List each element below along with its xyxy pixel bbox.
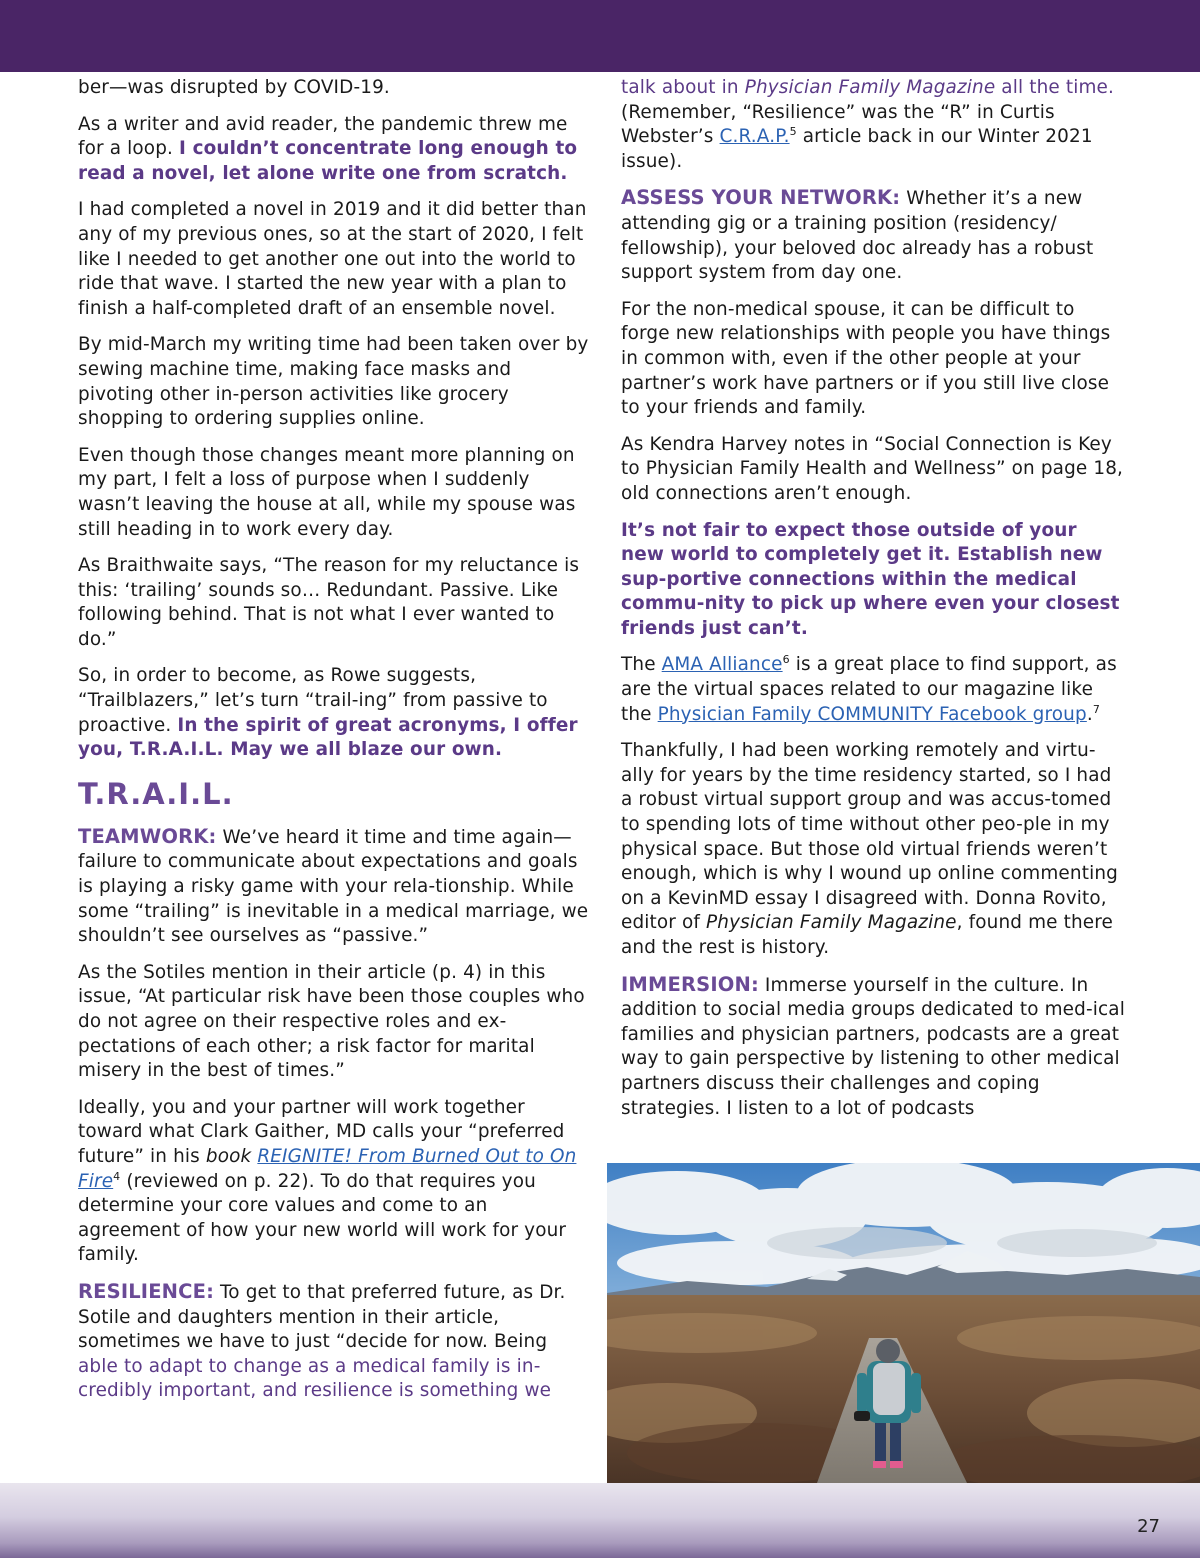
highlight-text: It’s not fair to expect those outside of your new world to completely get it. Establish new sup-portive connections within the medical commu-nity to pick up where even your closest friends just can’t.	[621, 519, 1120, 639]
paragraph	[621, 739, 1126, 960]
inline-link[interactable]: C.R.A.P.	[719, 126, 790, 148]
text-run: To get to that preferred future, as Dr. Sotile and daughters mention in their article, sometimes we have to just “decide for now. Being	[78, 1281, 566, 1353]
footnote-ref: 7	[1092, 702, 1100, 716]
text-run: (reviewed on p. 22). To do that requires you determine your core values and come to an agreement of how your new world will work for your family.	[78, 1170, 567, 1266]
paragraph	[78, 76, 590, 101]
paragraph	[78, 825, 590, 949]
inline-link[interactable]: REIGNITE! From Burned Out to On Fire	[78, 1145, 577, 1192]
text-run: (Remember, “Resilience” was the “R” in Curtis Webster’s	[621, 101, 1055, 148]
text-run: talk about in	[621, 77, 745, 98]
inline-link[interactable]: AMA Alliance	[661, 654, 783, 676]
text-run: .	[1086, 703, 1093, 725]
text-run: So, in order to become, as Rowe suggests, “Trailblazers,” let’s turn “trail-ing” from passive to proactive.	[78, 665, 548, 736]
text-run: We’ve heard it time and time again—failure to communicate about expectations and goals is playing a risky game with your rela-tionship. While some “trailing” is inevitable in a medical marriage, we shouldn’t see ourselves as “passive.”	[78, 826, 589, 947]
page-number: 27	[1137, 1516, 1160, 1537]
text-run: Whether it’s a new attending gig or a training position (residency/ fellowship), your beloved doc already has a robust support system from day one.	[621, 188, 1094, 284]
text-run: As the Sotiles mention in their article (p. 4) in this issue, “At particular risk have been those couples who do not agree on their respective roles and ex-pectations of each other; a risk factor for marital misery in the best of times.”	[78, 961, 585, 1082]
text-run: all the time.	[995, 77, 1115, 98]
highlight-text: In the spirit of great acronyms, I offer you, T.R.A.I.L. May we all blaze our own.	[78, 714, 578, 761]
paragraph	[621, 519, 1126, 642]
paragraph	[78, 1280, 590, 1404]
text-run: Thankfully, I had been working remotely and virtu-ally for years by the time residency started, so I had a robust virtual support group and was accus-tomed to spending lots of time without other peo-ple in my physical space. But those old virtual friends weren’t enough, which is why I wound up online commenting on a KevinMD essay I disagreed with. Donna Rovito, editor of	[621, 740, 1118, 934]
inline-link[interactable]: Physician Family COMMUNITY Facebook group	[657, 703, 1087, 725]
footnote-ref: 6	[782, 653, 790, 667]
text-run: The	[621, 654, 662, 676]
paragraph	[621, 76, 1126, 174]
section-lead: ASSESS YOUR NETWORK:	[621, 186, 901, 210]
text-run: is a great place to find support, as are the virtual spaces related to our magazine like the	[621, 654, 1117, 725]
header-band	[0, 0, 1200, 72]
text-run: As Kendra Harvey notes in “Social Connection is Key to Physician Family Health and Wellness” on page 18, old connections aren’t enough.	[621, 433, 1124, 504]
article-left-column	[78, 76, 590, 1416]
paragraph	[621, 298, 1126, 421]
paragraph	[78, 1096, 590, 1268]
paragraph	[621, 653, 1126, 727]
text-run: Physician Family Magazine	[706, 912, 957, 934]
section-lead: RESILIENCE:	[78, 1279, 215, 1303]
text-run: article back in our Winter 2021 issue).	[621, 126, 1093, 172]
text-run: As Braithwaite says, “The reason for my reluctance is this: ‘trailing’ sounds so… Redundant. Passive. Like following behind. That is not what I ever wanted to do.”	[78, 555, 580, 650]
text-run: Immerse yourself in the culture. In addition to social media groups dedicated to med-ical families and physician partners, podcasts are a great way to gain perspective by listening to other medical partners discuss their challenges and coping strategies. I listen to a lot of podcasts	[621, 974, 1125, 1119]
section-heading	[78, 777, 590, 811]
hiker-landscape-photo	[607, 1163, 1200, 1483]
paragraph	[621, 973, 1126, 1122]
footnote-ref: 5	[789, 125, 797, 139]
paragraph	[78, 554, 590, 652]
text-run: I had completed a novel in 2019 and it did better than any of my previous ones, so at the start of 2020, I felt like I needed to get another one out into the world to ride that wave. I started the new year with a plan to finish a half-completed draft of an ensemble novel.	[78, 199, 587, 319]
paragraph	[78, 664, 590, 762]
paragraph	[78, 113, 590, 187]
paragraph	[78, 444, 590, 542]
section-lead: TEAMWORK:	[78, 824, 217, 848]
paragraph	[621, 433, 1126, 507]
text-run: By mid-March my writing time had been taken over by sewing machine time, making face masks and pivoting other in-person activities like grocery shopping to ordering supplies online.	[78, 334, 589, 430]
text-run: As a writer and avid reader, the pandemic threw me for a loop.	[78, 113, 568, 160]
footnote-ref: 4	[113, 1169, 121, 1183]
footer-band	[0, 1483, 1200, 1558]
article-right-column	[621, 76, 1126, 1133]
text-run: T.R.A.I.L.	[78, 776, 234, 811]
text-run: able to adapt to change as a medical family is in-credibly important, and resilience is something we	[78, 1355, 552, 1402]
text-run: Physician Family Magazine	[744, 77, 996, 98]
text-run: For the non-medical spouse, it can be difficult to forge new relationships with people you have things in common with, even if the other people at your partner’s work have partners or if you still live close to your friends and family.	[621, 298, 1111, 419]
text-run: Ideally, you and your partner will work together toward what Clark Gaither, MD calls your “preferred future” in his	[78, 1096, 565, 1167]
paragraph	[78, 333, 590, 431]
text-run: ber—was disrupted by COVID-19.	[78, 77, 390, 98]
section-lead: IMMERSION:	[621, 972, 759, 996]
paragraph	[78, 198, 590, 321]
text-run: Even though those changes meant more planning on my part, I felt a loss of purpose when I suddenly wasn’t leaving the house at all, while my spouse was still heading in to work every day.	[78, 444, 576, 540]
text-run: book	[205, 1145, 258, 1167]
text-run: , found me there and the rest is history.	[621, 912, 1114, 958]
paragraph	[78, 961, 590, 1084]
highlight-text: I couldn’t concentrate long enough to read a novel, let alone write one from scratch.	[78, 138, 578, 184]
paragraph	[621, 186, 1126, 285]
